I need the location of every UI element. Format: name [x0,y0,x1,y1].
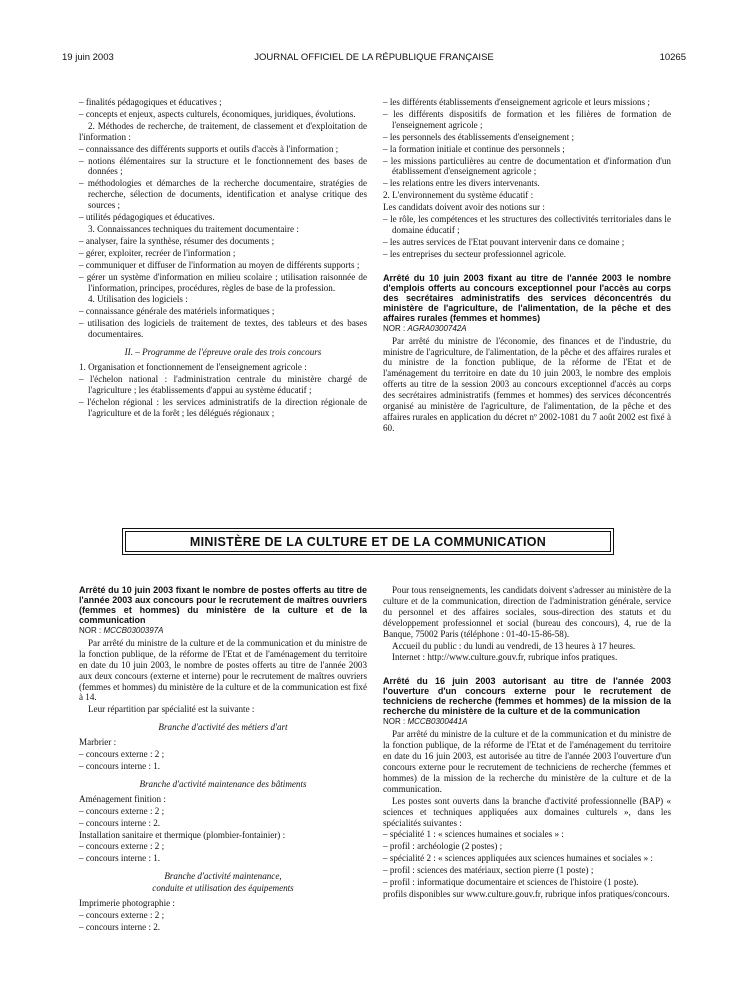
section-subheading: Branche d'activité maintenance, [164,871,282,882]
list-item: – les autres services de l'Etat pouvant intervenir dans ce domaine ; [383,237,671,248]
paragraph: 2. Méthodes de recherche, de traitement, de classement et d'exploitation de l'information : [79,120,367,142]
list-item: – analyser, faire la synthèse, résumer des documents ; [79,236,367,247]
list-item: – les différents dispositifs de formation et les filières de formation de l'enseignement agricole ; [383,109,671,131]
section-subheading: Branche d'activité des métiers d'art [158,722,288,733]
list-item: – concours interne : 1. [79,853,367,864]
paragraph: Internet : http://www.culture.gouv.fr, rubrique infos pratiques. [392,652,618,663]
list-item: – les missions particulières au centre de documentation et d'information d'un établissement d'enseignement agricole ; [383,156,671,178]
section-subheading: conduite et utilisation des équipements [152,883,294,894]
list-item: – spécialité 2 : « sciences appliquées aux sciences humaines et sociales » : [383,853,671,864]
decree-title: Arrêté du 10 juin 2003 fixant le nombre de postes offerts au titre de l'année 2003 aux concours pour le recrutement de maîtres ouvriers (femmes et hommes) du ministère de la culture et de la communication [79,585,367,625]
spacer [383,664,671,676]
paragraph: Leur répartition par spécialité est la suivante : [88,704,255,715]
top-left-column [79,97,367,419]
list-item: – connaissance générale des matériels informatiques ; [79,306,367,317]
list-item: – communiquer et diffuser de l'information au moyen de différents supports ; [79,260,367,271]
page-number: 10265 [659,52,686,63]
list-item: – la formation initiale et continue des personnels ; [383,144,671,155]
paragraph: Installation sanitaire et thermique (plombier-fontainier) : [79,829,286,840]
paragraph: Accueil du public : du lundi au vendredi, de 13 heures à 17 heures. [392,640,636,651]
spacer [383,261,671,273]
paragraph: Les postes sont ouverts dans la branche d'activité professionnelle (BAP) « sciences et techniques appliquées aux domaines culturels », dans les spécialités suivantes : [383,795,671,828]
list-item: – concours externe : 2 ; [79,749,367,760]
list-item: – finalités pédagogiques et éducatives ; [79,97,367,108]
list-item: – notions élémentaires sur la structure et le fonctionnement des bases de données ; [79,156,367,178]
paragraph: Par arrêté du ministre de la culture et de la communication et du ministre de la fonction publique, de la réforme de l'Etat et de l'aménagement du territoire en date du 10 juin 2003, le nombre de postes offerts au titre de l'année 2003 aux deux concours (externe et interne) pour le recrutement de maîtres ouvriers (femmes et hommes) du ministère de la culture et de la communication est fixé à 14. [79,637,367,703]
list-item: – profil : informatique documentaire et sciences de l'histoire (1 poste). [383,877,671,888]
nor-label: NOR : [383,323,408,333]
bottom-right-column [383,585,671,901]
page-header [62,52,686,66]
list-item: – le rôle, les compétences et les structures des collectivités territoriales dans le domaine éducatif ; [383,214,671,236]
list-item: – les entreprises du secteur professionnel agricole. [383,249,671,260]
list-item: – concours interne : 1. [79,761,367,772]
paragraph: profils disponibles sur www.culture.gouv.fr, rubrique infos pratiques/concours. [383,888,670,899]
ministry-heading-text: MINISTÈRE DE LA CULTURE ET DE LA COMMUNICATION [189,534,547,549]
list-item: – concours externe : 2 ; [79,910,367,921]
list-item: – utilisation des logiciels de traitement de textes, des tableurs et des bases documentaires. [79,318,367,340]
nor-label: NOR : [79,626,104,635]
issue-date: 19 juin 2003 [62,52,114,63]
decree-title: Arrêté du 16 juin 2003 autorisant au titre de l'année 2003 l'ouverture d'un concours externe pour le recrutement de techniciens de recherche (femmes et hommes) de la mission de la recherche du ministère de la culture et de la communication [383,676,671,717]
paragraph: Aménagement finition : [79,793,166,804]
section-subheading: Branche d'activité maintenance des bâtiments [139,778,307,789]
paragraph: Par arrêté du ministre de la culture et de la communication et du ministre de la fonction publique, de la réforme de l'Etat et de l'aménagement du territoire en date du 16 juin 2003, est autorisée au titre de l'année 2003 l'ouverture d'un concours externe pour le recrutement de techniciens de recherche (femmes et hommes) de la mission de la recherche du ministère de la culture et de la communication. [383,729,671,794]
nor-code: AGRA0300742A [407,323,467,333]
nor-reference [383,324,671,335]
list-item: – concours externe : 2 ; [79,806,367,817]
bottom-left-column [79,585,367,934]
section-subheading: II. – Programme de l'épreuve orale des trois concours [124,347,322,358]
list-item: – utilités pédagogiques et éducatives. [79,212,367,223]
list-item: – profil : archéologie (2 postes) ; [383,841,671,852]
list-item: – gérer, exploiter, recréer de l'information ; [79,248,367,259]
journal-title: JOURNAL OFFICIEL DE LA RÉPUBLIQUE FRANÇAISE [254,52,494,63]
list-item: – l'échelon régional : les services administratifs de la direction régionale de l'agriculture et de la forêt ; les délégués régionaux ; [79,397,367,419]
decree-title: Arrêté du 10 juin 2003 fixant au titre de l'année 2003 le nombre d'emplois offerts au concours exceptionnel pour l'accès au corps des secrétaires administratifs des services déconcentrés du ministère de l'agriculture, de l'alimentation, de la pêche et des affaires rurales (femmes et hommes) [383,272,671,323]
paragraph: Pour tous renseignements, les candidats doivent s'adresser au ministère de la culture et de la communication, direction de l'administration générale, service du personnel et des affaires sociales, sous-direction des statuts et du développement professionnel et social (bureau des concours), 4, rue de la Banque, 75002 Paris (téléphone : 01-40-15-86-58). [383,585,671,639]
list-item: – connaissance des différents supports et outils d'accès à l'information ; [79,144,367,155]
list-item: – concours externe : 2 ; [79,841,367,852]
list-item: – concours interne : 2. [79,818,367,829]
list-item: – les relations entre les divers intervenants. [383,178,671,189]
list-item: – concours interne : 2. [79,922,367,933]
paragraph: Les candidats doivent avoir des notions sur : [383,202,545,213]
paragraph: Par arrêté du ministre de l'économie, des finances et de l'industrie, du ministre de l'agriculture, de l'alimentation, de la pêche et des affaires rurales et du ministre de la fonction publique, de la réforme de l'Etat et de l'aménagement du territoire en date du 10 juin 2003, le nombre des emplois offerts au titre de la session 2003 au concours exceptionnel d'accès au corps des secrétaires administratifs (femmes et hommes) des services déconcentrés organisé au ministère de l'agriculture, de l'alimentation, de la pêche et des affaires rurales en application du décret nº 2002-1081 du 7 août 2002 est fixé à 60. [383,335,671,433]
nor-reference [79,626,367,637]
list-item: – gérer un système d'information en milieu scolaire ; utilisation raisonnée de l'information, principes, procédures, règles de base de la profession. [79,272,367,294]
paragraph: 4. Utilisation des logiciels : [88,294,188,305]
paragraph: 3. Connaissances techniques du traitement documentaire : [88,223,299,234]
list-item: – concepts et enjeux, aspects culturels, économiques, juridiques, évolutions. [79,109,367,120]
paragraph: Marbrier : [79,737,117,748]
nor-label: NOR : [383,717,408,727]
paragraph: Imprimerie photographie : [79,898,175,909]
ministry-heading [125,531,611,552]
nor-reference [383,717,671,728]
list-item: – les différents établissements d'enseignement agricole et leurs missions ; [383,97,671,108]
paragraph: 1. Organisation et fonctionnement de l'enseignement agricole : [79,361,307,372]
list-item: – méthodologies et démarches de la recherche documentaire, stratégies de recherche, sélection de documents, identification et analyse critique des sources ; [79,178,367,211]
nor-code: MCCB0300397A [103,626,164,635]
list-item: – l'échelon national : l'administration centrale du ministère chargé de l'agriculture ; les établissements d'appui au système éducatif ; [79,374,367,396]
list-item: – les personnels des établissements d'enseignement ; [383,132,671,143]
paragraph: 2. L'environnement du système éducatif : [383,190,534,201]
nor-code: MCCB0300441A [407,717,468,727]
list-item: – profil : sciences des matériaux, section pierre (1 poste) ; [383,865,671,876]
list-item: – spécialité 1 : « sciences humaines et sociales » : [383,829,671,840]
top-right-column [383,97,671,435]
